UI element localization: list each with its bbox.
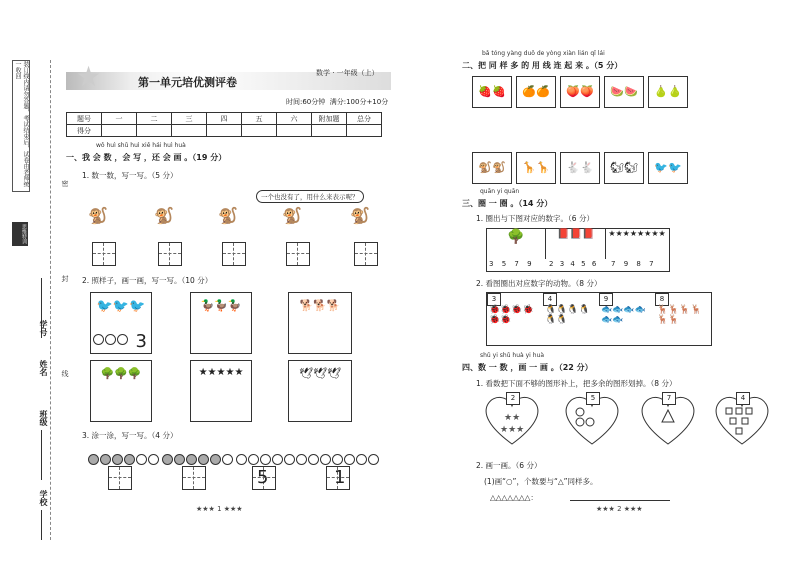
- score-cell[interactable]: [207, 125, 242, 137]
- strawberry-icon[interactable]: 🍓🍓: [472, 76, 512, 108]
- field-id-label: 学号: [39, 320, 48, 336]
- fish-icon[interactable]: 🐟🐟🐟🐟🐟🐟: [601, 305, 646, 325]
- answer-box[interactable]: [182, 466, 206, 490]
- score-cell[interactable]: [277, 125, 312, 137]
- q32-number: 4: [543, 293, 557, 306]
- score-cell[interactable]: [312, 125, 347, 137]
- q42-prompt: 2. 画一画。（6 分）: [476, 461, 542, 470]
- answer-line[interactable]: [570, 500, 670, 501]
- star-icon: ★: [76, 60, 102, 93]
- q41-prompt: 1. 看数把下面不够的图形补上，把多余的图形划掉。（8 分）: [476, 379, 677, 388]
- q32-number: 9: [599, 293, 613, 306]
- score-cell[interactable]: [347, 125, 382, 137]
- heart-number: 7: [662, 392, 676, 405]
- section2-heading: 二、把 同 样 多 的 用 线 连 起 来 。（5 分）: [462, 61, 623, 70]
- shape-triangle: [662, 410, 674, 422]
- heart-number: 4: [736, 392, 750, 405]
- tree-icon: 🌳: [487, 229, 546, 259]
- shape-square: [742, 418, 748, 424]
- cut-mark-feng: 封: [61, 275, 69, 282]
- monkey-plate-icon: 🐒: [154, 206, 174, 225]
- page-number: 1: [217, 505, 222, 513]
- shape-circle: [576, 408, 584, 416]
- score-cell: 附加题: [312, 113, 347, 125]
- score-header-row: [67, 113, 382, 125]
- score-cell: 得分: [67, 125, 102, 137]
- score-cell: 四: [207, 113, 242, 125]
- bird-flock-icon: 🕊🕊🕊: [299, 367, 341, 380]
- orange-icon[interactable]: 🍊🍊: [516, 76, 556, 108]
- penguin-icon[interactable]: 🐧🐧🐧🐧🐧🐧: [545, 305, 590, 325]
- q31-choices-b[interactable]: 2 3 4 5 6: [549, 260, 597, 268]
- book-icon: 📕📕📕: [547, 229, 606, 259]
- answer-box[interactable]: [222, 242, 246, 266]
- page-footer-right: ★★★ 2 ★★★: [596, 505, 643, 513]
- section4-pinyin: shǔ yi shǔ huà yi huà: [480, 352, 544, 359]
- speech-bubble: 一个也没有了，用什么来表示呢？: [256, 190, 364, 203]
- field-class-label: 班级: [39, 410, 48, 426]
- score-cell[interactable]: [242, 125, 277, 137]
- shape-circle: [586, 418, 594, 426]
- draw-frame[interactable]: [190, 360, 252, 422]
- shape-stars: ★★: [504, 413, 521, 423]
- field-class-line: [41, 430, 42, 480]
- score-cell[interactable]: [102, 125, 137, 137]
- score-cell[interactable]: [137, 125, 172, 137]
- answer-box[interactable]: [92, 242, 116, 266]
- q31-choices-a[interactable]: 3 5 7 9: [489, 260, 532, 268]
- draw-frame[interactable]: [288, 292, 352, 354]
- score-value-row: [67, 125, 382, 137]
- sample-frame: [90, 292, 152, 354]
- cut-mark-mi: 密: [61, 180, 69, 187]
- q2-prompt: 2. 照样子，画一画，写一写。（10 分）: [82, 276, 213, 285]
- field-school-label: 学校: [39, 490, 48, 506]
- page-title: 第一单元培优测评卷: [138, 76, 237, 89]
- digit-five: 5: [257, 467, 269, 488]
- score-cell: 一: [102, 113, 137, 125]
- monkey-icon[interactable]: 🐒🐒: [472, 152, 512, 184]
- section4-heading: 四、数 一 数 ，画 一 画 。（22 分）: [462, 363, 593, 372]
- q31-choices-c[interactable]: 7 9 8 7: [611, 260, 654, 268]
- rabbit-icon[interactable]: 🐇🐇: [560, 152, 600, 184]
- monkey-plate-icon: 🐒: [88, 206, 108, 225]
- bird-icon: 🐦🐦🐦: [96, 299, 146, 314]
- dog-icon: 🐕🐕🐕: [299, 299, 341, 312]
- star-group-icon: ★★★★★★★★: [608, 229, 666, 238]
- q32-strip: [486, 292, 712, 346]
- q31-prompt: 1. 圈出与下图对应的数字。（6 分）: [476, 214, 594, 223]
- score-cell: 三: [172, 113, 207, 125]
- q32-number: 3: [487, 293, 501, 306]
- draw-frame[interactable]: [288, 360, 352, 422]
- section2-pinyin: bǎ tóng yàng duō de yòng xiàn lián qǐ lái: [482, 50, 605, 57]
- answer-box[interactable]: [158, 242, 182, 266]
- title-bar: [66, 62, 391, 108]
- binding-margin: [12, 60, 69, 540]
- score-cell: 总分: [347, 113, 382, 125]
- pear-icon[interactable]: 🍐🍐: [648, 76, 688, 108]
- monkey-plate-icon: 🐒: [282, 206, 302, 225]
- cut-mark-xian: 线: [61, 370, 69, 377]
- monkey-plate-icon: 🐒: [218, 206, 238, 225]
- score-cell[interactable]: [172, 125, 207, 137]
- shape-circle: [576, 418, 584, 426]
- score-label: 满分:100分+10分: [329, 98, 389, 106]
- page-footer-left: ★★★ 1 ★★★: [196, 505, 243, 513]
- sample-digit: 3: [135, 331, 147, 352]
- animal-row: [472, 152, 688, 184]
- score-cell: 题号: [67, 113, 102, 125]
- section3-heading: 三、圈 一 圈 。（14 分）: [462, 199, 553, 208]
- q42a-prompt: (1)画“○”，个数要与“△”同样多。: [484, 477, 598, 486]
- q1-prompt: 1. 数一数，写一写。（5 分）: [82, 171, 178, 180]
- binding-instructions: 装订线内请勿答题，考试结束后，试卷由老师统一收回: [12, 60, 30, 192]
- answer-box[interactable]: [252, 466, 276, 490]
- shape-square: [736, 408, 742, 414]
- field-school-line: [41, 510, 42, 540]
- peach-icon[interactable]: 🍑🍑: [560, 76, 600, 108]
- digit-one: 1: [334, 467, 346, 488]
- section1-heading: 一、我 会 数 ，会 写 ，还 会 画 。（19 分）: [66, 153, 227, 162]
- circles: [93, 330, 129, 349]
- score-cell: 二: [137, 113, 172, 125]
- duck-icon: 🦆🦆🦆: [200, 299, 242, 312]
- brand-tag: 思维特训: [12, 222, 28, 246]
- q32-prompt: 2. 看图圈出对应数字的动物。（8 分）: [476, 279, 602, 288]
- draw-frame[interactable]: [90, 360, 152, 422]
- squirrel-icon[interactable]: 🐿🐿: [604, 152, 644, 184]
- star-row-icon: ★★★★★: [198, 367, 244, 378]
- monkey-plate-icon: 🐒: [350, 206, 370, 225]
- tree-icon: 🌳🌳🌳: [100, 367, 142, 380]
- answer-box[interactable]: [354, 242, 378, 266]
- score-table: [66, 112, 382, 137]
- hearts: [480, 390, 770, 446]
- triangle-row: △△△△△△△：: [490, 493, 538, 502]
- section3-pinyin: quān yi quān: [480, 188, 520, 195]
- heart-number: 2: [506, 392, 520, 405]
- section1-pinyin: wǒ huì shǔ huì xiě hái huì huà: [96, 142, 186, 149]
- q31-strip: [486, 228, 670, 272]
- bird-icon[interactable]: 🐦🐦: [648, 152, 688, 184]
- field-name-label: 姓名: [39, 360, 48, 376]
- subject-label: 数学 · 一年级（上）: [316, 69, 379, 77]
- q3-prompt: 3. 涂一涂，写一写。（4 分）: [82, 431, 178, 440]
- deer-icon[interactable]: 🦌🦌🦌🦌🦌🦌: [657, 305, 702, 325]
- score-cell: 五: [242, 113, 277, 125]
- page-number: 2: [617, 505, 622, 513]
- answer-box[interactable]: [326, 466, 350, 490]
- fruit-row: [472, 76, 688, 108]
- ladybug-icon[interactable]: 🐞🐞🐞🐞🐞🐞: [489, 305, 534, 325]
- shape-square: [726, 408, 732, 414]
- giraffe-icon[interactable]: 🦒🦒: [516, 152, 556, 184]
- answer-box[interactable]: [286, 242, 310, 266]
- shape-stars: ★★★: [500, 425, 525, 435]
- watermelon-icon[interactable]: 🍉🍉: [604, 76, 644, 108]
- score-cell: 六: [277, 113, 312, 125]
- q32-number: 8: [655, 293, 669, 306]
- exam-meta: [286, 97, 388, 107]
- time-label: 时间:60分钟: [286, 98, 326, 106]
- shape-square: [736, 428, 742, 434]
- answer-box[interactable]: [108, 466, 132, 490]
- heart-number: 5: [586, 392, 600, 405]
- shape-square: [746, 408, 752, 414]
- shape-square: [730, 418, 736, 424]
- draw-frame[interactable]: [190, 292, 252, 354]
